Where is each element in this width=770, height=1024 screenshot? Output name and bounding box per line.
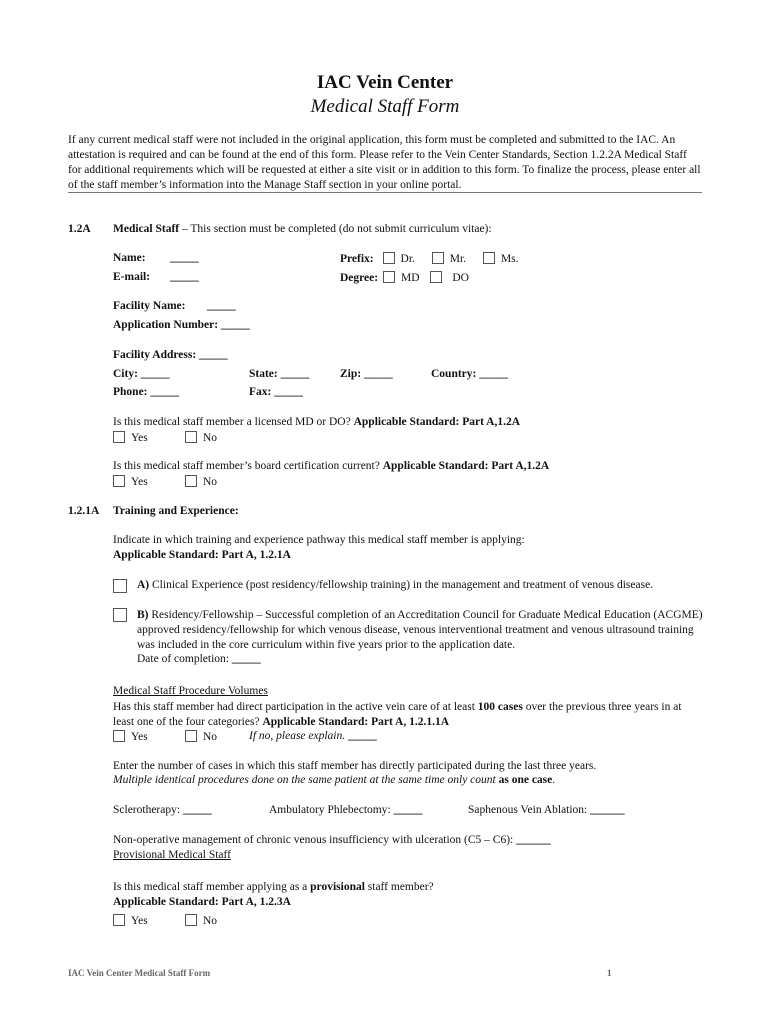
intro-paragraph: If any current medical staff were not included in the original application, this form must be completed and submitted to the IAC. An attestation is required and can be found at the end of this form. Please refer to the Vein Center Standards, Section 1.2.2A Medical Staff for additional requirements which will be requested at either a site visit or in addition to this form. To finalize the process, please enter all of the staff member’s information into the Manage Staff section in your online portal. xyxy=(68,134,701,191)
option-a-checkbox[interactable] xyxy=(113,579,127,593)
application-number-label: Application Number: xyxy=(113,319,219,331)
volumes-no-checkbox[interactable] xyxy=(185,730,197,742)
prefix-ms-checkbox[interactable] xyxy=(483,252,495,264)
fax-field[interactable]: _____ xyxy=(274,386,303,398)
header-divider xyxy=(68,192,702,193)
board-no-label: No xyxy=(203,476,218,488)
provisional-yes-checkbox[interactable] xyxy=(113,914,125,926)
licensed-no-option[interactable] xyxy=(185,431,217,444)
nonoperative-field[interactable]: ______ xyxy=(516,834,551,846)
section-number-1-2a: 1.2A xyxy=(68,223,91,235)
volumes-yes-label: Yes xyxy=(131,731,148,743)
licensed-no-checkbox[interactable] xyxy=(185,431,197,443)
name-label: Name: xyxy=(113,252,146,264)
licensed-question-text: Is this medical staff member a licensed MD or DO? xyxy=(113,416,354,428)
licensed-yes-checkbox[interactable] xyxy=(113,431,125,443)
fax-label: Fax: xyxy=(249,386,272,398)
phone-field[interactable]: _____ xyxy=(150,386,180,398)
licensed-question-standard: Applicable Standard: Part A,1.2A xyxy=(353,416,521,428)
volumes-yes-checkbox[interactable] xyxy=(113,730,125,742)
pathway-instructions: Indicate in which training and experience pathway this medical staff member is applying: xyxy=(113,534,525,546)
provisional-standard: Applicable Standard: Part A, 1.2.3A xyxy=(113,896,291,908)
phone-label: Phone: xyxy=(113,386,148,398)
licensed-question xyxy=(113,416,520,428)
city-field[interactable]: _____ xyxy=(140,368,170,380)
provisional-heading: Provisional Medical Staff xyxy=(113,849,231,861)
licensed-yes-label: Yes xyxy=(131,432,148,444)
degree-do-label: DO xyxy=(452,272,469,284)
option-b-text xyxy=(137,608,703,653)
board-yes-option[interactable] xyxy=(113,475,148,488)
degree-md-label: MD xyxy=(400,272,420,284)
city-label: City: xyxy=(113,368,138,380)
prefix-dr-label: Dr. xyxy=(400,253,415,265)
if-no-explain xyxy=(249,730,377,742)
option-a-checkbox-wrap[interactable] xyxy=(113,579,133,594)
enter-cases-italic: Multiple identical procedures done on the same patient at the same time only count xyxy=(113,774,499,786)
section-heading-note: – This section must be completed (do not submit curriculum vitae): xyxy=(179,223,492,235)
prefix-dr-checkbox[interactable] xyxy=(383,252,395,264)
pathway-standard: Applicable Standard: Part A, 1.2.1A xyxy=(113,549,291,561)
form-title: IAC Vein Center xyxy=(316,72,454,93)
facility-name-label: Facility Name: xyxy=(113,300,186,312)
option-b-letter: B) xyxy=(137,609,149,621)
volumes-text-1: Has this staff member had direct participation in the active vein care of at least xyxy=(113,701,478,713)
section-heading-medical-staff xyxy=(113,223,492,235)
enter-cases-note xyxy=(113,774,555,786)
board-no-option[interactable] xyxy=(185,475,217,488)
provisional-yes-label: Yes xyxy=(131,915,148,927)
volumes-standard: Applicable Standard: Part A, 1.2.1.1A xyxy=(262,716,450,728)
option-b-checkbox[interactable] xyxy=(113,608,127,622)
section-heading-label: Medical Staff xyxy=(113,223,180,235)
saphenous-row xyxy=(468,804,625,816)
degree-do-checkbox[interactable] xyxy=(430,271,442,283)
ambulatory-label: Ambulatory Phlebectomy: xyxy=(269,804,391,816)
provisional-question xyxy=(113,881,434,893)
email-label: E-mail: xyxy=(113,271,151,283)
section-number-1-2-1a: 1.2.1A xyxy=(68,505,100,517)
board-no-checkbox[interactable] xyxy=(185,475,197,487)
degree-row xyxy=(340,271,469,284)
state-field[interactable]: _____ xyxy=(280,368,310,380)
prefix-mr-checkbox[interactable] xyxy=(432,252,444,264)
procedure-volumes-question xyxy=(113,700,703,730)
country-row xyxy=(431,368,508,380)
board-yes-checkbox[interactable] xyxy=(113,475,125,487)
ambulatory-field[interactable]: _____ xyxy=(393,804,423,816)
provisional-yes-option[interactable] xyxy=(113,914,148,927)
licensed-no-label: No xyxy=(203,432,218,444)
provisional-q-2: staff member? xyxy=(364,881,434,893)
option-a-text xyxy=(137,579,653,591)
enter-cases-instructions: Enter the number of cases in which this staff member has directly participated during the last three years. xyxy=(113,760,597,772)
application-number-row xyxy=(113,319,250,331)
date-of-completion-row xyxy=(137,653,261,665)
board-yes-label: Yes xyxy=(131,476,148,488)
sclerotherapy-field[interactable]: _____ xyxy=(182,804,212,816)
zip-label: Zip: xyxy=(340,368,362,380)
country-label: Country: xyxy=(431,368,477,380)
option-a-description: Clinical Experience (post residency/fellowship training) in the management and treatment of venous disease. xyxy=(149,579,654,591)
option-a-letter: A) xyxy=(137,579,150,591)
facility-address-label: Facility Address: xyxy=(113,349,197,361)
email-field[interactable]: _____ xyxy=(170,271,199,283)
ambulatory-row xyxy=(269,804,422,816)
facility-name-field[interactable]: _____ xyxy=(207,300,236,312)
degree-label: Degree: xyxy=(340,272,379,284)
volumes-no-label: No xyxy=(203,731,218,743)
saphenous-field[interactable]: ______ xyxy=(590,804,625,816)
zip-row xyxy=(340,368,393,380)
board-question-text: Is this medical staff member’s board certification current? xyxy=(113,460,383,472)
facility-address-field[interactable]: _____ xyxy=(199,349,228,361)
nonoperative-label: Non-operative management of chronic venous insufficiency with ulceration (C5 – C6): xyxy=(113,834,514,846)
provisional-no-label: No xyxy=(203,915,218,927)
footer-form-name: IAC Vein Center Medical Staff Form xyxy=(68,968,211,978)
date-of-completion-field[interactable]: _____ xyxy=(231,653,261,665)
volumes-no-option[interactable] xyxy=(185,730,217,743)
prefix-ms-label: Ms. xyxy=(500,253,519,265)
name-field[interactable]: _____ xyxy=(170,252,199,264)
if-no-field[interactable]: _____ xyxy=(348,730,377,742)
date-of-completion-label: Date of completion: xyxy=(137,653,229,665)
state-label: State: xyxy=(249,368,278,380)
application-number-field[interactable]: _____ xyxy=(220,319,250,331)
zip-field[interactable]: _____ xyxy=(363,368,393,380)
provisional-no-option[interactable] xyxy=(185,914,217,927)
form-subtitle: Medical Staff Form xyxy=(310,96,460,117)
volumes-text-2: over the previous three years in at least one of the four categories? xyxy=(113,701,682,728)
city-row xyxy=(113,368,170,380)
country-field[interactable]: _____ xyxy=(479,368,508,380)
enter-cases-end: . xyxy=(552,774,556,786)
option-b-checkbox-wrap[interactable] xyxy=(113,608,133,623)
degree-md-checkbox[interactable] xyxy=(383,271,395,283)
footer-page-number: 1 xyxy=(607,968,612,978)
sclerotherapy-label: Sclerotherapy: xyxy=(113,804,181,816)
board-question-standard: Applicable Standard: Part A,1.2A xyxy=(382,460,550,472)
provisional-bold: provisional xyxy=(310,881,365,893)
saphenous-label: Saphenous Vein Ablation: xyxy=(468,804,588,816)
provisional-q-1: Is this medical staff member applying as a xyxy=(113,881,311,893)
board-question xyxy=(113,460,549,472)
provisional-no-checkbox[interactable] xyxy=(185,914,197,926)
prefix-mr-label: Mr. xyxy=(449,253,467,265)
state-row xyxy=(249,368,309,380)
section-heading-training: Training and Experience: xyxy=(113,505,239,517)
if-no-label: If no, please explain. xyxy=(249,730,346,742)
fax-row xyxy=(249,386,303,398)
volumes-yes-option[interactable] xyxy=(113,730,148,743)
procedure-volumes-heading: Medical Staff Procedure Volumes xyxy=(113,685,268,697)
prefix-label: Prefix: xyxy=(340,253,374,265)
sclerotherapy-row xyxy=(113,804,212,816)
phone-row xyxy=(113,386,179,398)
enter-cases-bold: as one case xyxy=(498,774,553,786)
option-b-description: Residency/Fellowship – Successful completion of an Accreditation Council for Graduate Medical Education (ACGME) approved residency/fellowship for which venous disease, venous interventional treatment and venous ultrasound training was included in the core curriculum within five years prior to the application date. xyxy=(137,609,703,651)
facility-address-row xyxy=(113,349,228,361)
nonoperative-row xyxy=(113,834,551,846)
volumes-bold: 100 cases xyxy=(477,701,523,713)
prefix-row xyxy=(340,252,519,265)
licensed-yes-option[interactable] xyxy=(113,431,148,444)
